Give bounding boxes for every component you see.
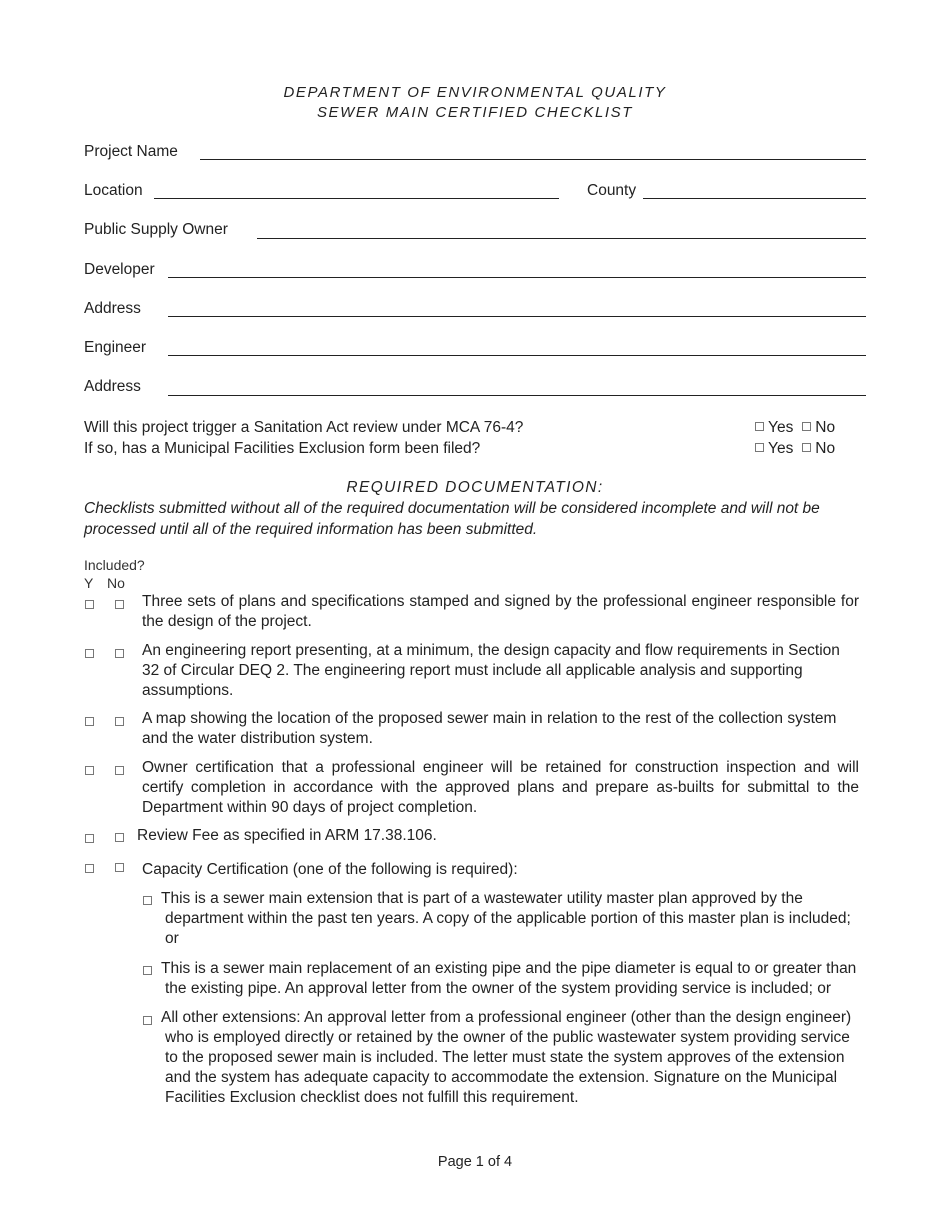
item-5-yes-checkbox[interactable]	[85, 834, 94, 843]
developer-address-label: Address	[84, 300, 141, 317]
subitem-1-text: This is a sewer main extension that is part of a wastewater utility master plan approved by the department within the past ten years. A copy of the applicable portion of this master plan is included; or	[161, 890, 851, 947]
sanitation-yes-label: Yes	[768, 419, 794, 436]
project-name-field[interactable]	[200, 159, 866, 160]
project-name-label: Project Name	[84, 143, 178, 160]
mfe-yes-label: Yes	[768, 440, 794, 457]
item-4-yes-checkbox[interactable]	[85, 766, 94, 775]
mfe-question: If so, has a Municipal Facilities Exclusion form been filed?	[84, 440, 481, 457]
developer-label: Developer	[84, 261, 155, 278]
item-4-text: Owner certification that a professional engineer will be retained for construction inspection and will certify completion in accordance with the approved plans and prepare as-builts for submittal to the Department within 90 days of project completion.	[142, 759, 859, 816]
developer-address-field[interactable]	[168, 316, 866, 317]
sanitation-no-checkbox[interactable]	[802, 422, 811, 431]
required-documentation-heading: REQUIRED DOCUMENTATION:	[346, 479, 604, 496]
engineer-address-field[interactable]	[168, 395, 866, 396]
county-field[interactable]	[643, 198, 866, 199]
required-documentation-notice: Checklists submitted without all of the required documentation will be considered incomplete and will not be processed until all of the required information has been submitted.	[84, 500, 820, 538]
item-6-no-checkbox[interactable]	[115, 863, 124, 872]
engineer-label: Engineer	[84, 339, 147, 356]
item-3-yes-checkbox[interactable]	[85, 717, 94, 726]
included-label: Included?	[84, 557, 145, 573]
mfe-yes-checkbox[interactable]	[755, 443, 764, 452]
page-number: Page 1 of 4	[437, 1154, 513, 1170]
sanitation-act-question: Will this project trigger a Sanitation Act review under MCA 76-4?	[84, 419, 524, 436]
engineer-address-label: Address	[84, 378, 141, 395]
checklist-title: SEWER MAIN CERTIFIED CHECKLIST	[316, 104, 634, 121]
subitem-3-text: All other extensions: An approval letter from a professional engineer (other than the design engineer) who is employed directly or retained by the owner of the public wastewater system providing service to the proposed sewer main is included. The letter must state the system approves of the extension and the system has adequate capacity to accommodate the extension. Signature on the Municipal Facilities Exclusion checklist does not fulfill this requirement.	[161, 1009, 852, 1106]
item-1-no-checkbox[interactable]	[115, 600, 124, 609]
subitem-2-text: This is a sewer main replacement of an existing pipe and the pipe diameter is equal to or greater than the existing pipe. An approval letter from the owner of the system providing service is included; or	[161, 960, 857, 997]
sanitation-no-label: No	[815, 419, 836, 436]
item-1-text: Three sets of plans and specifications stamped and signed by the professional engineer responsible for the design of the project.	[142, 593, 859, 630]
sanitation-yes-checkbox[interactable]	[755, 422, 764, 431]
sanitation-act-answer	[755, 419, 835, 437]
item-6-text: Capacity Certification (one of the following is required):	[142, 861, 518, 878]
item-2-yes-checkbox[interactable]	[85, 649, 94, 658]
item-6-yes-checkbox[interactable]	[85, 864, 94, 873]
item-3-no-checkbox[interactable]	[115, 717, 124, 726]
department-title: DEPARTMENT OF ENVIRONMENTAL QUALITY	[283, 84, 667, 101]
item-5-no-checkbox[interactable]	[115, 833, 124, 842]
location-label: Location	[84, 182, 143, 199]
included-y-label: Y	[84, 575, 94, 591]
mfe-answer	[755, 440, 835, 458]
subitem-1-checkbox[interactable]	[143, 896, 152, 905]
item-4-no-checkbox[interactable]	[115, 766, 124, 775]
item-3-text: A map showing the location of the proposed sewer main in relation to the rest of the collection system and the water distribution system.	[142, 710, 837, 747]
item-2-no-checkbox[interactable]	[115, 649, 124, 658]
public-supply-owner-label: Public Supply Owner	[84, 221, 228, 238]
location-field[interactable]	[154, 198, 559, 199]
public-supply-owner-field[interactable]	[257, 238, 866, 239]
item-1-yes-checkbox[interactable]	[85, 600, 94, 609]
mfe-no-label: No	[815, 440, 836, 457]
item-5-text: Review Fee as specified in ARM 17.38.106.	[137, 827, 437, 844]
subitem-3-checkbox[interactable]	[143, 1016, 152, 1025]
item-2-text: An engineering report presenting, at a minimum, the design capacity and flow requirements in Section 32 of Circular DEQ 2. The engineering report must include all applicable analysis and supporting assumptions.	[142, 642, 840, 699]
included-no-label: No	[107, 575, 125, 591]
developer-field[interactable]	[168, 277, 866, 278]
county-label: County	[587, 182, 637, 199]
mfe-no-checkbox[interactable]	[802, 443, 811, 452]
subitem-2-checkbox[interactable]	[143, 966, 152, 975]
engineer-field[interactable]	[168, 355, 866, 356]
